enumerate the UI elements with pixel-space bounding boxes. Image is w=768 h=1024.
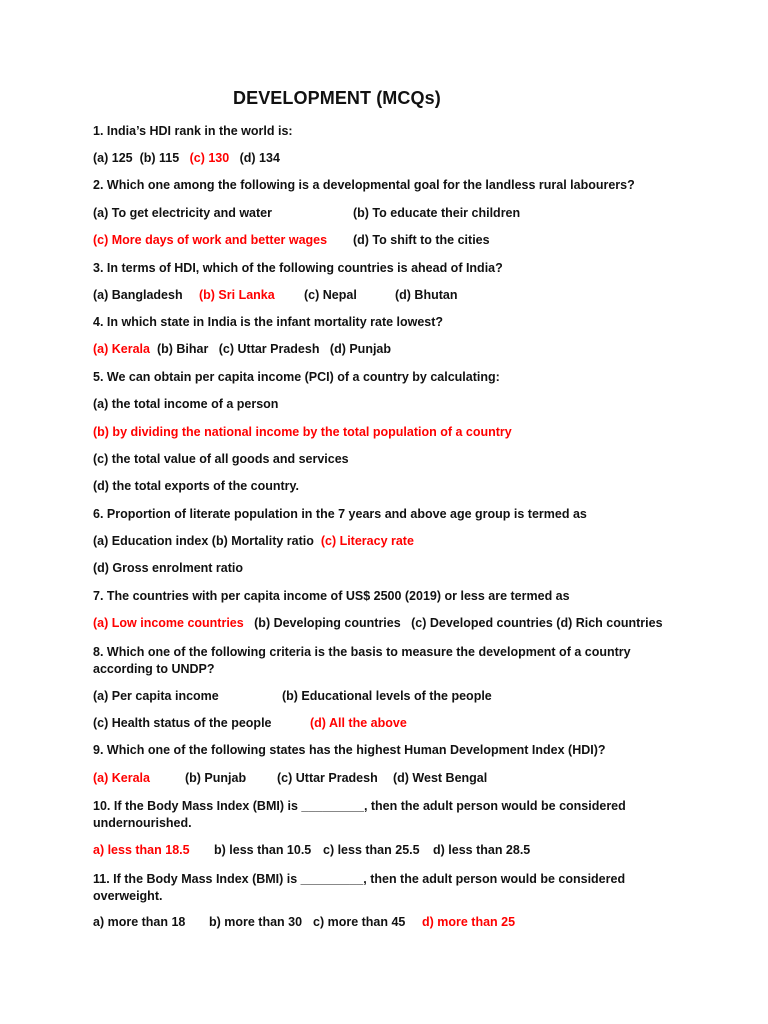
question-8: 8. Which one of the following criteria is the basis to measure the development of a country according to UNDP? [93,645,631,676]
option-3b-answer: (b) Sri Lanka [199,288,275,302]
option-11b: b) more than 30 [209,915,303,929]
option-7b: (b) Developing countries [254,616,401,630]
option-10a-answer: a) less than 18.5 [93,843,190,857]
page-title: DEVELOPMENT (MCQs) [233,88,441,108]
question-11: 11. If the Body Mass Index (BMI) is _________, then the adult person would be considered overweight. [93,872,626,903]
option-3a: (a) Bangladesh [93,288,183,302]
option-6c-answer: (c) Literacy rate [320,534,414,548]
option-2c-answer: (c) More days of work and better wages [93,233,328,247]
option-6a: (a) Education index [93,534,209,548]
option-8b: (b) Educational levels of the people [282,689,492,703]
option-5c: (c) the total value of all goods and services [93,452,349,466]
option-7d: (d) Rich countries [556,616,663,630]
options-7 [93,616,663,630]
option-6b: (b) Mortality ratio [211,534,314,548]
option-11d-answer: d) more than 25 [422,915,516,929]
option-7c: (c) Developed countries [411,616,553,630]
option-2a: (a) To get electricity and water [93,206,272,220]
option-5a: (a) the total income of a person [93,397,279,411]
option-10d: d) less than 28.5 [433,843,531,857]
question-4: 4. In which state in India is the infant mortality rate lowest? [93,315,444,329]
option-9b: (b) Punjab [185,771,247,785]
option-9a-answer: (a) Kerala [93,771,150,785]
option-1b: (b) 115 [139,151,180,165]
option-4b: (b) Bihar [156,342,209,356]
option-3c: (c) Nepal [304,288,357,302]
question-3: 3. In terms of HDI, which of the following countries is ahead of India? [93,261,503,275]
option-1c-answer: (c) 130 [189,151,230,165]
option-6d: (d) Gross enrolment ratio [93,561,244,575]
question-7: 7. The countries with per capita income of US$ 2500 (2019) or less are termed as [93,589,570,603]
option-8a: (a) Per capita income [93,689,219,703]
question-2: 2. Which one among the following is a developmental goal for the landless rural labourers? [93,178,635,192]
question-10: 10. If the Body Mass Index (BMI) is _________, then the adult person would be considered undernourished. [93,799,626,830]
options-6 [93,534,414,548]
option-10c: c) less than 25.5 [323,843,420,857]
option-8d-answer: (d) All the above [310,716,407,730]
option-9c: (c) Uttar Pradesh [277,771,378,785]
question-5: 5. We can obtain per capita income (PCI) of a country by calculating: [93,370,500,384]
option-2d: (d) To shift to the cities [353,233,490,247]
option-5b-answer: (b) by dividing the national income by the total population of a country [93,425,512,439]
option-3d: (d) Bhutan [395,288,458,302]
option-10b: b) less than 10.5 [214,843,312,857]
option-5d: (d) the total exports of the country. [93,479,300,493]
option-2b: (b) To educate their children [353,206,521,220]
options-1 [93,151,280,165]
options-4 [93,342,391,356]
option-4c: (c) Uttar Pradesh [218,342,320,356]
option-1d: (d) 134 [239,151,280,165]
option-4a-answer: (a) Kerala [93,342,150,356]
option-9d: (d) West Bengal [393,771,488,785]
option-8c: (c) Health status of the people [93,716,272,730]
question-6: 6. Proportion of literate population in the 7 years and above age group is termed as [93,507,587,521]
question-1: 1. India’s HDI rank in the world is: [93,124,293,138]
option-7a-answer: (a) Low income countries [93,616,244,630]
option-4d: (d) Punjab [329,342,392,356]
option-11c: c) more than 45 [313,915,406,929]
question-9: 9. Which one of the following states has the highest Human Development Index (HDI)? [93,743,606,757]
option-1a: (a) 125 [93,151,133,165]
option-11a: a) more than 18 [93,915,186,929]
